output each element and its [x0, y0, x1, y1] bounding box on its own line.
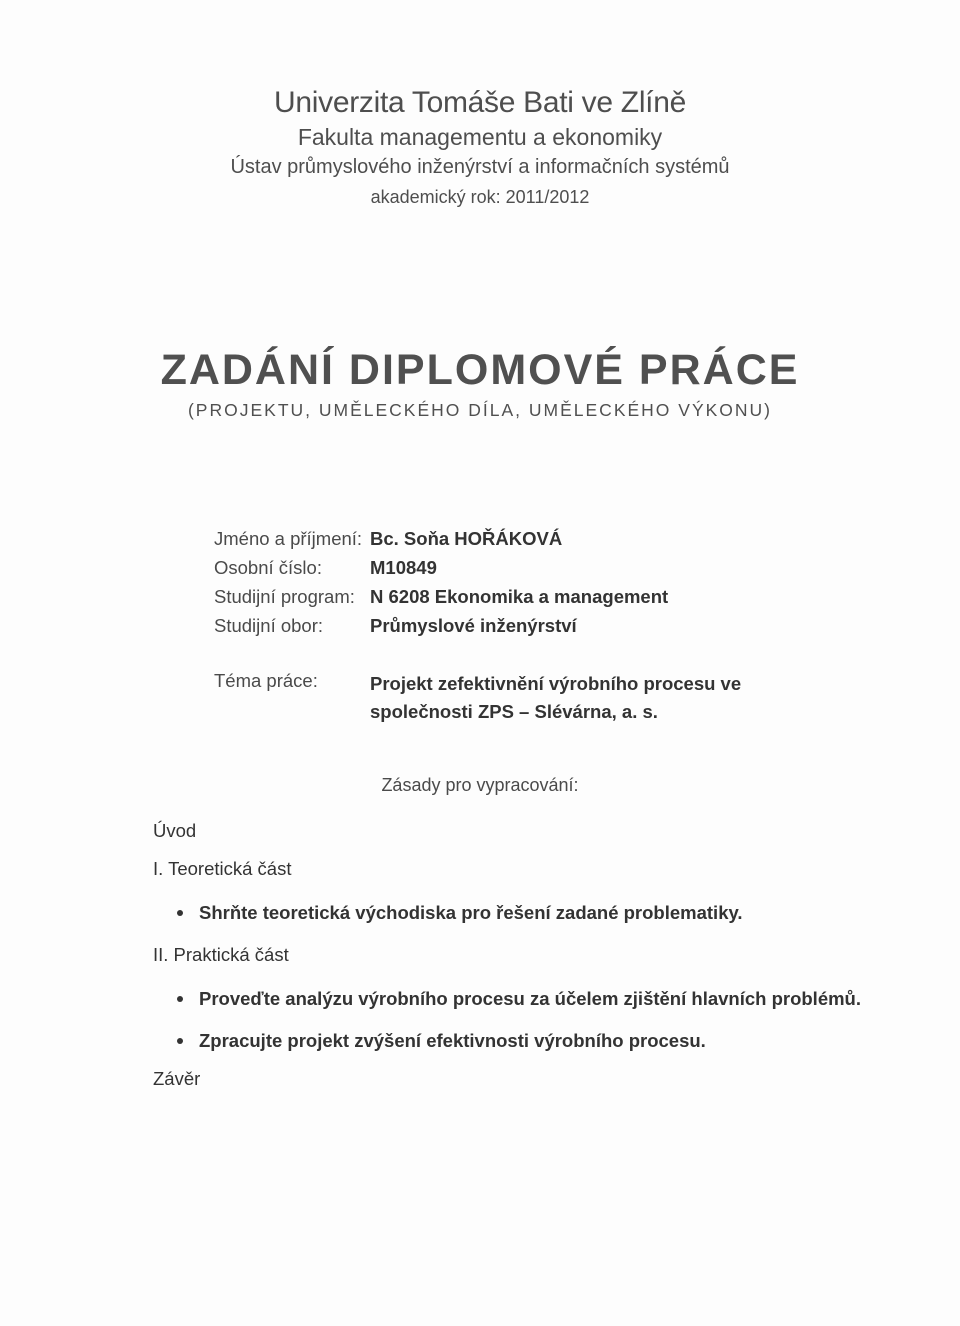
part1-heading: I. Teoretická část — [153, 858, 292, 879]
list-item — [153, 986, 873, 1012]
document-title: ZADÁNÍ DIPLOMOVÉ PRÁCE — [160, 346, 800, 394]
intro-heading: Úvod — [153, 820, 197, 841]
institute-name: Ústav průmyslového inženýrství a informačních systémů — [230, 156, 730, 178]
topic-label: Téma práce: — [214, 670, 318, 691]
list-item — [153, 900, 873, 926]
program-label: Studijní program: — [214, 586, 355, 607]
list-item-text: Proveďte analýzu výrobního procesu za účelem zjištění hlavních problémů. — [199, 988, 861, 1009]
principles-heading: Zásady pro vypracování: — [381, 775, 579, 795]
topic-line-1: Projekt zefektivnění výrobního procesu ve — [370, 673, 742, 694]
list-item-text: Shrňte teoretická východiska pro řešení zadané problematiky. — [199, 902, 743, 923]
title-block — [0, 344, 960, 424]
bullet-icon — [177, 910, 183, 916]
bullet-icon — [177, 1038, 183, 1044]
field-label: Studijní obor: — [214, 615, 324, 636]
university-name: Univerzita Tomáše Bati ve Zlíně — [274, 86, 686, 119]
id-value: M10849 — [370, 557, 437, 578]
list-item — [153, 1028, 873, 1054]
bullet-icon — [177, 996, 183, 1002]
document-header — [0, 84, 960, 212]
conclusion-heading: Závěr — [153, 1068, 201, 1089]
document-subtitle: (PROJEKTU, UMĚLECKÉHO DÍLA, UMĚLECKÉHO VÝKONU) — [187, 400, 773, 420]
field-value: Průmyslové inženýrství — [370, 615, 577, 636]
part2-heading: II. Praktická část — [153, 944, 289, 965]
topic-line-2: společnosti ZPS – Slévárna, a. s. — [370, 701, 658, 722]
list-item-text: Zpracujte projekt zvýšení efektivnosti výrobního procesu. — [199, 1030, 706, 1051]
topic-value — [370, 670, 741, 726]
id-label: Osobní číslo: — [214, 557, 322, 578]
name-label: Jméno a příjmení: — [214, 528, 363, 549]
outline — [153, 818, 873, 1092]
name-value: Bc. Soňa HOŘÁKOVÁ — [370, 528, 563, 549]
program-value: N 6208 Ekonomika a management — [370, 586, 669, 607]
faculty-name: Fakulta managementu a ekonomiky — [297, 124, 663, 150]
academic-year: akademický rok: 2011/2012 — [370, 187, 590, 207]
